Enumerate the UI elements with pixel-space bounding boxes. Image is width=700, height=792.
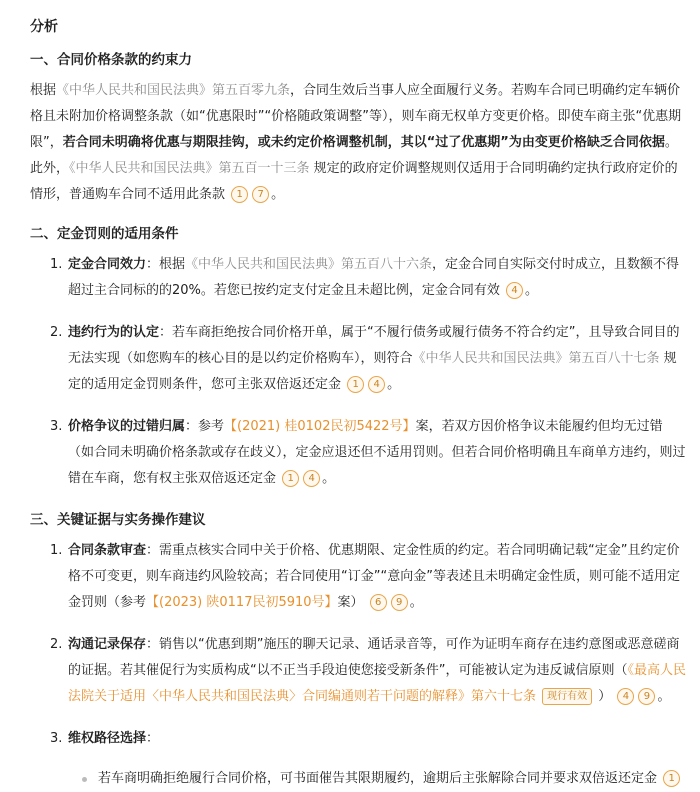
text: ： xyxy=(146,731,160,746)
bold-text: 若合同未明确将优惠与期限挂钩，或未约定价格调整机制，其以“过了优惠期”为由变更价格缺乏合同依据 xyxy=(62,135,665,150)
citation-badge[interactable]: 4 xyxy=(303,470,320,487)
citation-badge[interactable]: 1 xyxy=(282,470,299,487)
text: ：参考 xyxy=(185,419,225,434)
item-number: 2. xyxy=(50,637,63,652)
case-reference-link[interactable]: 【(2023) 陕0117民初5910号】 xyxy=(146,595,338,610)
item-title: 价格争议的过错归属 xyxy=(68,419,186,434)
text: 。 xyxy=(657,689,671,704)
citation-badge[interactable]: 4 xyxy=(506,282,523,299)
text: ：销售以“优惠到期”施压的聊天记录、通话录音等，可作为证明车商存在违约意图或恶意磋商的证据。若其催促行为实质构成“以不正当手段迫使您接受新条件”，可能被认定为违反诚信原则（ xyxy=(68,637,680,678)
list-item xyxy=(30,632,686,710)
text: ，定金合同自实际交付时成立，且数额不得超过主合同标的的20%。若您已按约定支付定金且未超比例，定金合同有效 xyxy=(68,257,680,298)
page-title: 分析 xyxy=(30,19,58,35)
citation-badge[interactable]: 7 xyxy=(252,186,269,203)
bullet-list xyxy=(30,766,686,792)
list-item xyxy=(30,726,686,752)
item-title: 维权路径选择 xyxy=(68,731,147,746)
text: 。 xyxy=(525,283,539,298)
text: ：需重点核实合同中关于价格、优惠期限、定金性质的约定。若合同明确记载“定金”且约定价格不可变更，则车商违约风险较高；若合同使用“订金”“意向金”等表述且未明确定金性质，则可能不适用定金罚则（参考 xyxy=(68,543,680,610)
citation-badge[interactable]: 1 xyxy=(231,186,248,203)
text: 规定的政府定价调整规则仅适用于合同明确约定执行政府定价的情形，普通购车合同不适用此条款 xyxy=(30,161,678,202)
text: 。 xyxy=(409,595,423,610)
list-item xyxy=(30,414,686,492)
item-number: 1. xyxy=(50,257,63,272)
citation-badge[interactable]: 9 xyxy=(391,594,408,611)
case-reference-link[interactable]: 【(2021) 桂0102民初5422号】 xyxy=(224,419,416,434)
text: 根据 xyxy=(30,83,57,98)
section-heading-1: 一、合同价格条款的约束力 xyxy=(30,52,192,68)
list-item xyxy=(30,538,686,616)
law-reference-link[interactable]: 《中华人民共和国民法典》第五百八十七条 xyxy=(412,351,660,366)
law-reference-link[interactable]: 《中华人民共和国民法典》第五百零九条 xyxy=(56,83,291,98)
bullet-dot xyxy=(82,777,87,782)
item-title: 合同条款审查 xyxy=(68,543,147,558)
item-number: 3. xyxy=(50,419,63,434)
text: 规定的适用定金罚则条件，您可主张双倍返还定金 xyxy=(68,351,677,392)
text: ，合同生效后当事人应全面履行义务。若购车合同已明确约定车辆价格且未附加价格调整条款（如“优惠限时”“价格随政策调整”等），则车商无权单方变更价格。即使车商主张“优惠期限”， xyxy=(30,83,682,150)
citation-badge[interactable]: 4 xyxy=(368,376,385,393)
validity-badge: 现行有效 xyxy=(542,688,592,705)
regulation-reference-link[interactable]: 《最高人民法院关于适用〈中华人民共和国民法典〉合同编通则若干问题的解释》第六十七条 xyxy=(68,663,686,704)
citation-badge[interactable]: 6 xyxy=(370,594,387,611)
section-1-paragraph xyxy=(30,78,686,208)
item-number: 1. xyxy=(50,543,63,558)
text: ） xyxy=(598,689,612,704)
text: 。 xyxy=(271,187,285,202)
item-title: 定金合同效力 xyxy=(68,257,147,272)
list-item xyxy=(30,320,686,398)
citation-badge[interactable]: 9 xyxy=(638,688,655,705)
list-item xyxy=(30,252,686,304)
section-3-list xyxy=(30,538,686,752)
bullet-item xyxy=(98,766,686,792)
item-number: 2. xyxy=(50,325,63,340)
item-title: 沟通记录保存 xyxy=(68,637,147,652)
law-reference-link[interactable]: 《中华人民共和国民法典》第五百八十六条 xyxy=(185,257,433,272)
item-number: 3. xyxy=(50,731,63,746)
text: ：若车商拒绝按合同价格开单，属于“不履行债务或履行债务不符合约定”，且导致合同目的无法实现（如您购车的核心目的是以约定价格购车），则符合 xyxy=(68,325,680,366)
text: 若车商明确拒绝履行合同价格，可书面催告其限期履约，逾期后主张解除合同并要求双倍返还定金 xyxy=(98,771,658,786)
citation-badge[interactable]: 4 xyxy=(617,688,634,705)
section-heading-2: 二、定金罚则的适用条件 xyxy=(30,226,179,242)
text: 案） xyxy=(337,595,364,610)
item-title: 违约行为的认定 xyxy=(68,325,160,340)
section-heading-3: 三、关键证据与实务操作建议 xyxy=(30,512,206,528)
law-reference-link[interactable]: 《中华人民共和国民法典》第五百一十三条 xyxy=(69,161,310,176)
text: 。 xyxy=(322,471,336,486)
text: ：根据 xyxy=(146,257,186,272)
text: 。此外， xyxy=(30,135,678,176)
citation-badge[interactable]: 1 xyxy=(347,376,364,393)
section-2-list xyxy=(30,252,686,492)
text: 。 xyxy=(387,377,401,392)
text: 案，若双方因价格争议未能履约但均无过错（如合同未明确价格条款或存在歧义），定金应退还但不适用罚则。但若合同价格明确且车商单方违约，则过错在车商，您有权主张双倍返还定金 xyxy=(68,419,686,486)
citation-badge[interactable]: 1 xyxy=(663,770,680,787)
